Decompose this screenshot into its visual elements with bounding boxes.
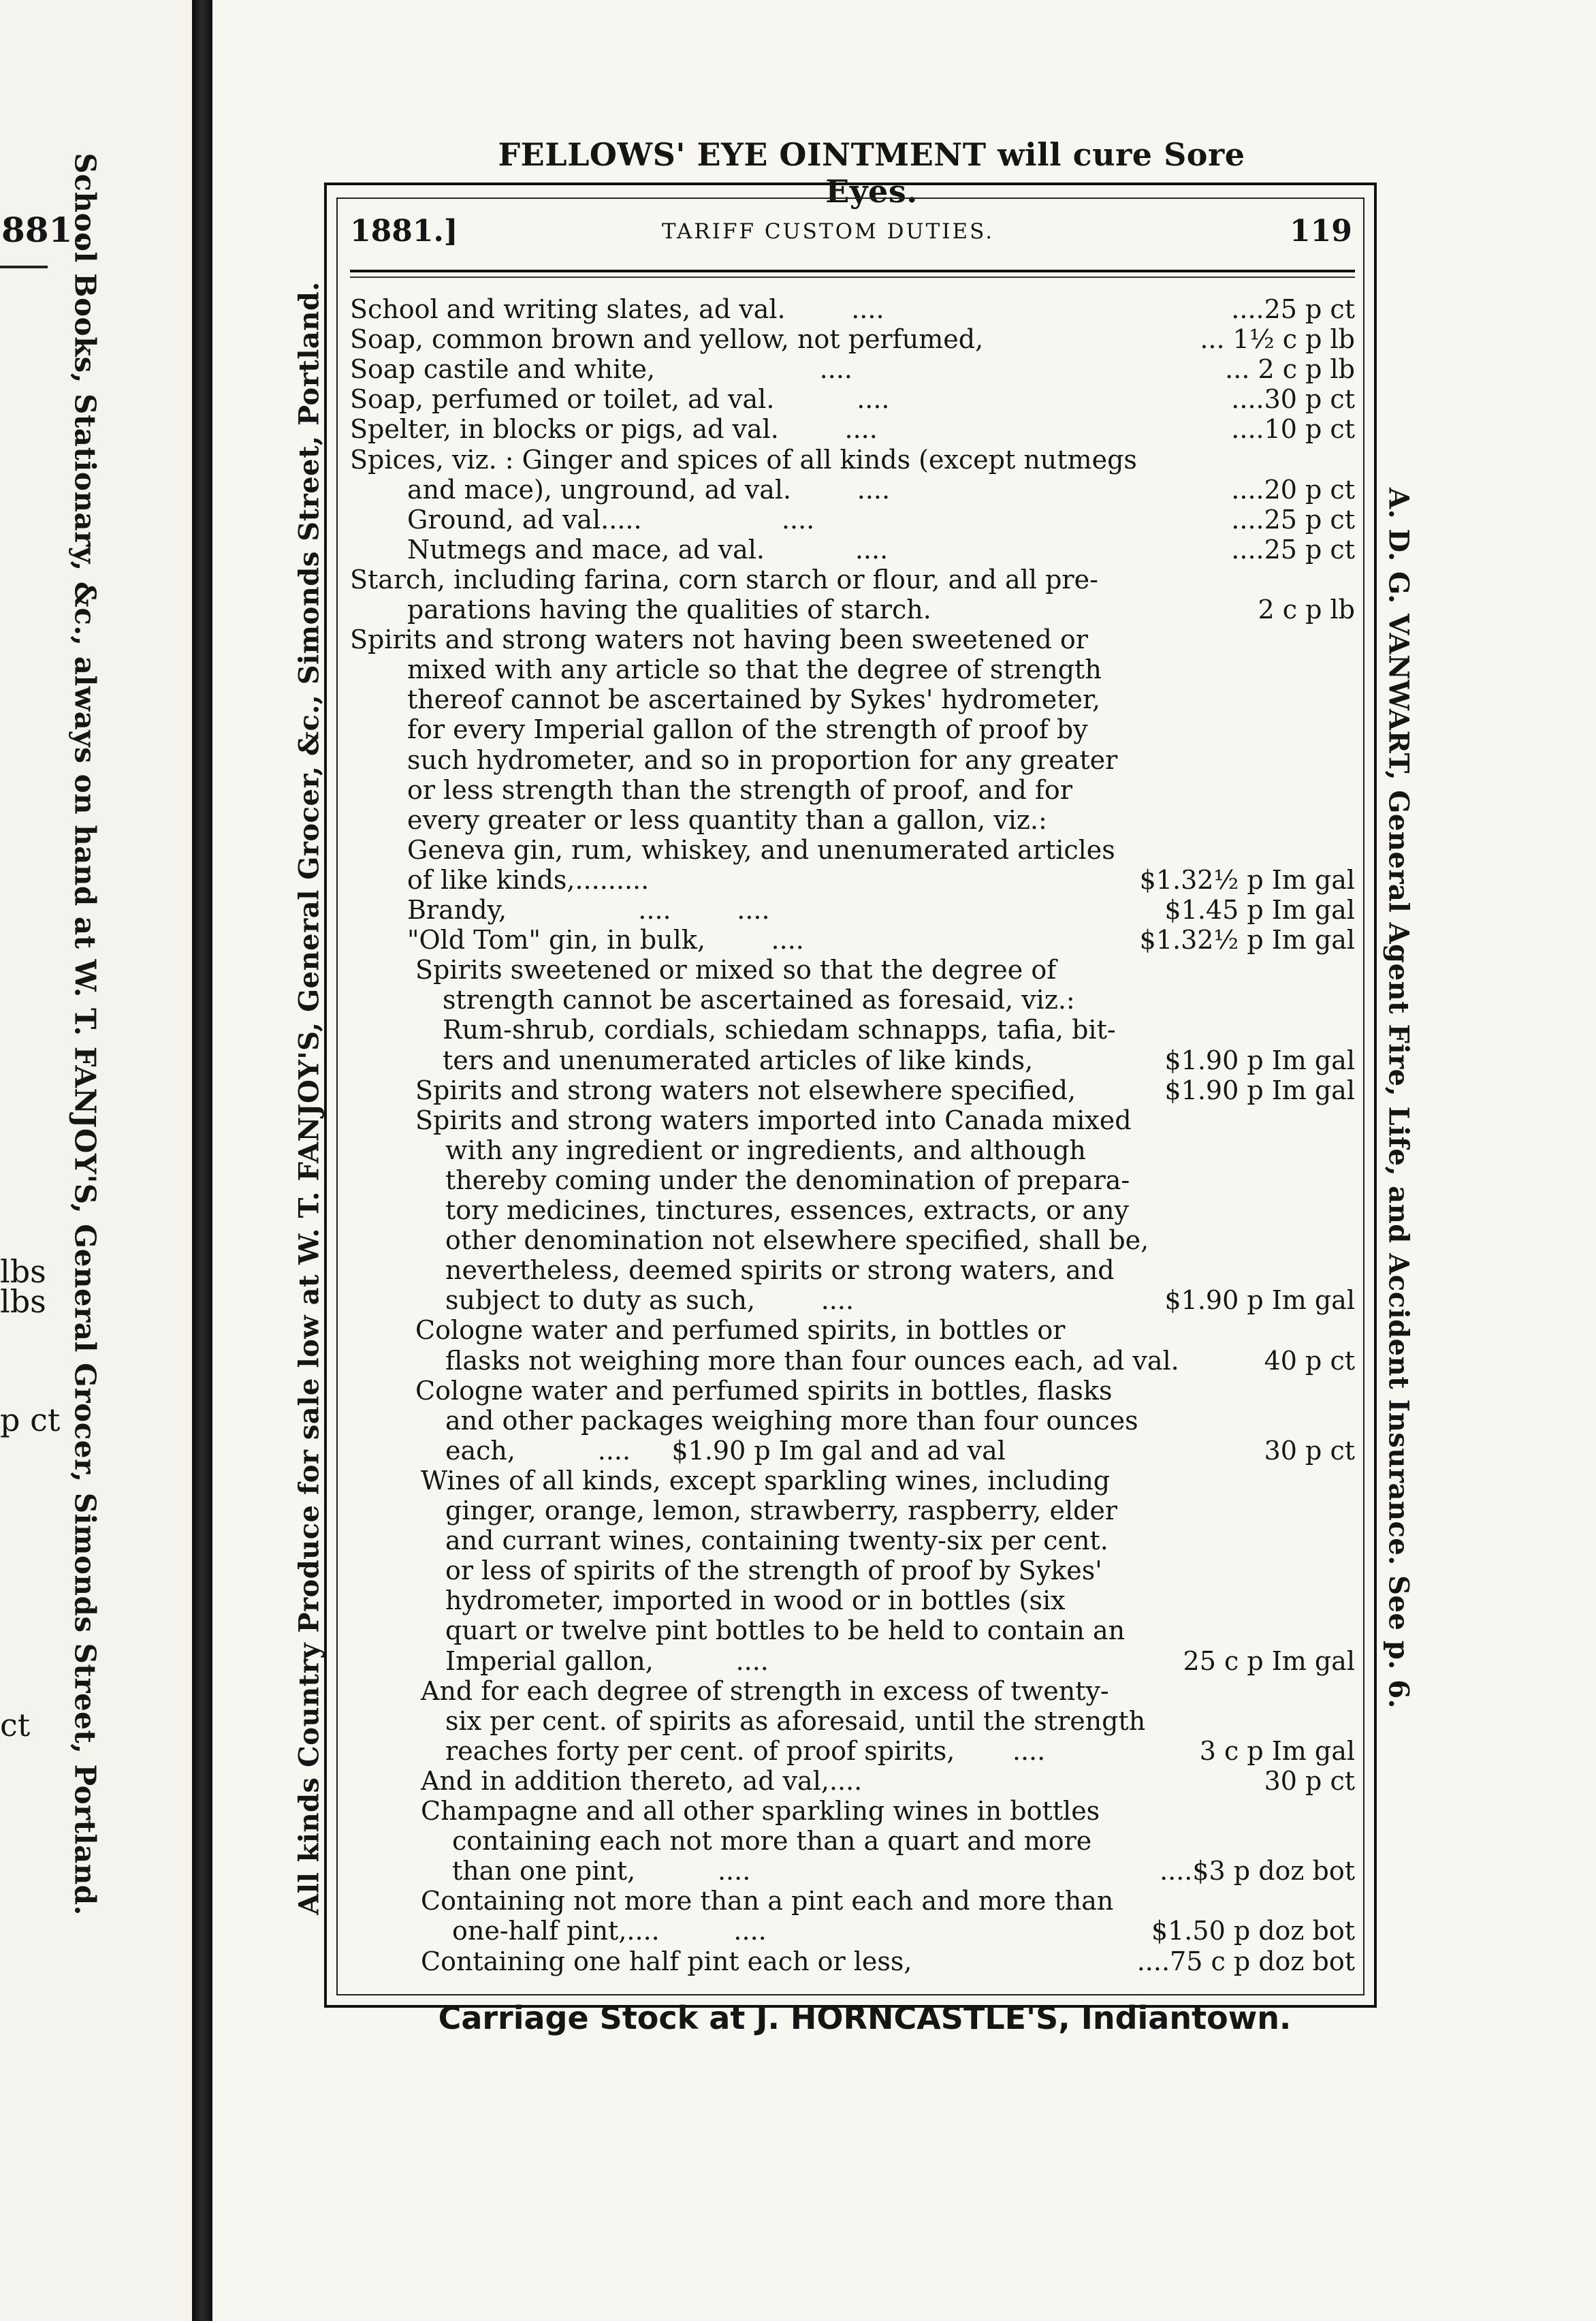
- tariff-rate: ....25 p ct: [1231, 505, 1355, 535]
- tariff-rate: $1.90 p Im gal: [1164, 1285, 1355, 1315]
- running-head-title: TARIFF CUSTOM DUTIES.: [662, 219, 995, 244]
- tariff-rate: 25 c p Im gal: [1183, 1646, 1355, 1676]
- tariff-item-text: or less strength than the strength of proof, and for: [407, 775, 1072, 805]
- tariff-item-text: School and writing slates, ad val. ....: [350, 294, 884, 324]
- page-number: 119: [1290, 214, 1352, 249]
- tariff-item-text: one-half pint,.... ....: [452, 1916, 767, 1946]
- tariff-item-text: of like kinds,.........: [407, 865, 650, 895]
- tariff-item-text: parations having the qualities of starch.: [407, 595, 931, 625]
- book-gutter: [192, 0, 212, 2321]
- bottom-advertisement: Carriage Stock at J. HORNCASTLE'S, Indiantown.: [438, 2000, 1292, 2036]
- left-side-advertisement: All kinds Country Produce for sale low at W. T. FANJOY'S, General Grocer, &c., Simonds Street, Portland.: [293, 281, 325, 1915]
- tariff-item-text: Soap, perfumed or toilet, ad val. ....: [350, 384, 890, 414]
- tariff-rate: ... 2 c p lb: [1225, 354, 1355, 384]
- previous-page: [0, 0, 192, 2321]
- tariff-item-text: Cologne water and perfumed spirits in bottles, flasks: [415, 1376, 1113, 1406]
- tariff-item-text: Champagne and all other sparkling wines in bottles: [421, 1796, 1100, 1826]
- tariff-rate: 30 p ct: [1264, 1436, 1355, 1466]
- header-rule: [350, 270, 1355, 272]
- tariff-item-text: Nutmegs and mace, ad val. ....: [407, 535, 889, 565]
- tariff-item-text: quart or twelve pint bottles to be held to contain an: [445, 1615, 1126, 1645]
- tariff-item-text: Spirits and strong waters not having been sweetened or: [350, 625, 1088, 654]
- tariff-item-text: Geneva gin, rum, whiskey, and unenumerated articles: [407, 835, 1115, 865]
- tariff-item-text: Cologne water and perfumed spirits, in bottles or: [415, 1315, 1066, 1345]
- tariff-item-text: Spelter, in blocks or pigs, ad val. ....: [350, 414, 878, 444]
- tariff-item-text: for every Imperial gallon of the strength of proof by: [407, 714, 1088, 744]
- tariff-rate: ....25 p ct: [1231, 294, 1355, 324]
- tariff-item-text: Soap, common brown and yellow, not perfumed,: [350, 324, 984, 354]
- tariff-item-text: other denomination not elsewhere specified, shall be,: [445, 1225, 1149, 1255]
- tariff-item-text: thereby coming under the denomination of prepara-: [445, 1165, 1130, 1195]
- tariff-item-text: and currant wines, containing twenty-six per cent.: [445, 1526, 1108, 1556]
- previous-page-fragment: lbs: [0, 1283, 46, 1320]
- tariff-item-text: subject to duty as such, ....: [445, 1285, 855, 1315]
- tariff-rate: 3 c p Im gal: [1199, 1736, 1355, 1766]
- previous-page-fragment: lbs: [0, 1253, 46, 1290]
- tariff-item-text: mixed with any article so that the degree of strength: [407, 654, 1102, 684]
- tariff-rate: $1.90 p Im gal: [1164, 1045, 1355, 1075]
- header-rule: [350, 277, 1355, 278]
- tariff-rate: ....25 p ct: [1231, 535, 1355, 565]
- tariff-item-text: each, .... $1.90 p Im gal and ad val: [445, 1436, 1006, 1466]
- tariff-item-text: And for each degree of strength in excess of twenty-: [421, 1676, 1109, 1706]
- tariff-item-text: And in addition thereto, ad val,....: [421, 1766, 863, 1796]
- tariff-rate: 2 c p lb: [1258, 595, 1355, 625]
- tariff-rate: ....75 c p doz bot: [1136, 1946, 1355, 1976]
- tariff-rate: ....10 p ct: [1231, 414, 1355, 444]
- tariff-item-text: Containing not more than a pint each and more than: [421, 1886, 1114, 1916]
- tariff-item-text: Containing one half pint each or less,: [421, 1946, 912, 1976]
- previous-page-year: 881.: [1, 210, 84, 250]
- tariff-item-text: Spices, viz. : Ginger and spices of all kinds (except nutmegs: [350, 445, 1137, 475]
- tariff-item-text: Rum-shrub, cordials, schiedam schnapps, tafia, bit-: [443, 1015, 1116, 1045]
- tariff-item-text: "Old Tom" gin, in bulk, ....: [407, 925, 804, 955]
- previous-page-fragment: p ct: [0, 1402, 61, 1438]
- tariff-item-text: hydrometer, imported in wood or in bottles (six: [445, 1585, 1066, 1615]
- previous-page-side-ad: School Books, Stationary, &c., always on hand at W. T. FANJOY'S, General Grocer, Simonds Street, Portland.: [68, 153, 102, 1916]
- tariff-item-text: tory medicines, tinctures, essences, extracts, or any: [445, 1195, 1129, 1225]
- tariff-item-text: Wines of all kinds, except sparkling wines, including: [421, 1466, 1111, 1496]
- tariff-item-text: and other packages weighing more than four ounces: [445, 1406, 1138, 1436]
- tariff-item-text: strength cannot be ascertained as foresaid, viz.:: [443, 985, 1075, 1015]
- tariff-item-text: or less of spirits of the strength of proof by Sykes': [445, 1556, 1102, 1585]
- tariff-item-text: with any ingredient or ingredients, and although: [445, 1135, 1086, 1165]
- tariff-item-text: Soap castile and white, ....: [350, 354, 852, 384]
- tariff-item-text: ters and unenumerated articles of like kinds,: [443, 1045, 1034, 1075]
- tariff-item-text: Spirits and strong waters not elsewhere specified,: [415, 1075, 1076, 1105]
- previous-page-fragment: ct: [0, 1707, 31, 1743]
- tariff-rate: $1.45 p Im gal: [1164, 895, 1355, 925]
- tariff-item-text: Spirits and strong waters imported into Canada mixed: [415, 1105, 1132, 1135]
- tariff-item-text: reaches forty per cent. of proof spirits, ....: [445, 1736, 1046, 1766]
- tariff-rate: 30 p ct: [1264, 1766, 1355, 1796]
- tariff-rate: ....$3 p doz bot: [1160, 1856, 1355, 1886]
- tariff-rate: 40 p ct: [1264, 1346, 1355, 1376]
- tariff-item-text: Brandy, .... ....: [407, 895, 770, 925]
- right-side-advertisement: A. D. G. VANWART, General Agent Fire, Life, and Accident Insurance. See p. 6.: [1382, 488, 1415, 1709]
- tariff-rate: ....30 p ct: [1231, 384, 1355, 414]
- previous-page-rule: [0, 266, 48, 268]
- tariff-rate: ... 1½ c p lb: [1200, 324, 1355, 354]
- tariff-item-text: six per cent. of spirits as aforesaid, until the strength: [445, 1706, 1146, 1736]
- tariff-item-text: nevertheless, deemed spirits or strong waters, and: [445, 1255, 1115, 1285]
- tariff-rate: $1.50 p doz bot: [1151, 1916, 1355, 1946]
- running-head-year: 1881.]: [350, 214, 458, 249]
- tariff-rate: $1.32½ p Im gal: [1139, 865, 1355, 895]
- tariff-rate: $1.32½ p Im gal: [1139, 925, 1355, 955]
- tariff-item-text: Starch, including farina, corn starch or flour, and all pre-: [350, 565, 1098, 595]
- tariff-item-text: Spirits sweetened or mixed so that the degree of: [415, 955, 1057, 985]
- tariff-item-text: such hydrometer, and so in proportion for any greater: [407, 745, 1118, 775]
- tariff-item-text: Ground, ad val..... ....: [407, 505, 815, 535]
- tariff-item-text: ginger, orange, lemon, strawberry, raspberry, elder: [445, 1496, 1118, 1526]
- tariff-item-text: and mace), unground, ad val. ....: [407, 475, 891, 505]
- tariff-item-text: flasks not weighing more than four ounces each, ad val.: [445, 1346, 1179, 1376]
- tariff-rate: ....20 p ct: [1231, 475, 1355, 505]
- top-advertisement: FELLOWS' EYE OINTMENT will cure Sore Eyes.: [498, 136, 1245, 210]
- tariff-item-text: every greater or less quantity than a gallon, viz.:: [407, 805, 1047, 835]
- tariff-item-text: Imperial gallon, ....: [445, 1646, 769, 1676]
- tariff-item-text: than one pint, ....: [452, 1856, 751, 1886]
- tariff-item-text: containing each not more than a quart and more: [452, 1826, 1092, 1856]
- tariff-rate: $1.90 p Im gal: [1164, 1075, 1355, 1105]
- tariff-item-text: thereof cannot be ascertained by Sykes' hydrometer,: [407, 684, 1101, 714]
